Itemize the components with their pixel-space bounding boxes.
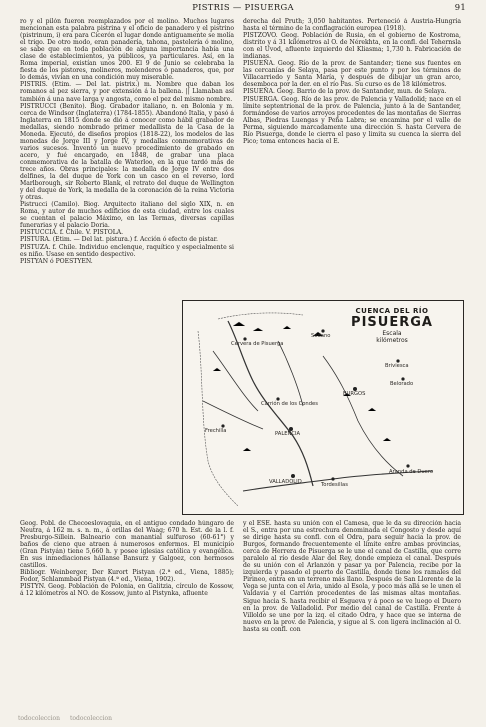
map-title-block xyxy=(337,307,447,344)
entry-paragraph: PISUEÑA. Geog. Barrio de la prov. de Santander, mun. de Selaya. xyxy=(243,88,447,96)
right-column-bottom xyxy=(243,520,461,670)
map-label: Cervera de Pisuerga xyxy=(231,341,284,347)
entry-paragraph: derecha del Pruth; 3,050 habitantes. Perteneció á Austria-Hungría hasta el término de la conflagración europea (1918). xyxy=(243,18,461,33)
map-label: Briviesca xyxy=(385,363,409,369)
entry-paragraph: PISTUZA. f. Chile. Individuo enclenque, raquítico y especialmente si es niño. Usase en sentido despectivo. xyxy=(20,243,234,258)
page-number: 91 xyxy=(454,2,466,12)
entry-paragraph: PISTUCCIA. f. Chile. V. PISTOLA. xyxy=(20,229,124,237)
entry-paragraph: PISTYN. Geog. Población de Polonia, en Galitzia, círculo de Kossow, á 12 kilómetros al NO. de Kossow, junto al Pistynka, afluente xyxy=(20,583,234,598)
entry-paragraph: PISUEÑA. Geog. Río de la prov. de Santander; tiene sus fuentes en las cercanías de Selaya, pasa por este punto y por los términos de Villacarriedo y Santa María, y después de dibujar un gran arco, desemboca por la der. en el río Pas. Su curso es de 18 kilómetros. xyxy=(243,60,461,89)
entry-paragraph: PISTRIS. (Etim. — Del lat. pistrix.) m. Nombre que daban los romanos al pez sierra, y por extensión á la ballena. || Llamaban así también á una nave larga y angosta, como el pez del mismo nombre. xyxy=(20,81,234,103)
map-title-big: PISUERGA xyxy=(351,315,433,330)
entry-paragraph: PISUERGA. Geog. Río de las prov. de Palencia y Valladolid; nace en el límite septentrional de la prov. de Palencia, junto á la de Santander, formándose de varios arroyos procedentes de las montañas de Sierras Albas, Piedras Luengas y Peña Labra; se encamina por el valle de Perma, siguiendo marcadamente una dirección S. hasta Cervera de Río Pisuerga, donde le cierra el paso y limita su cuenca la sierra del Pico; toma entonces hacia el E. xyxy=(243,95,461,145)
running-title: PISTRIS — PISUERGA xyxy=(192,2,294,12)
entry-paragraph: PISTZOVO. Geog. Población de Rusia, en el gobierno de Kostroma, distrito y á 31 kilómetros al O. de Nérekhta, en la confl. del Tehernsla con el Uvod, afluente izquierdo del Kliasma; 1,730 h. Fabricación de indianas. xyxy=(243,32,461,61)
left-column-bottom xyxy=(20,520,234,670)
entry-paragraph: Bibliogr. Weinberger, Der Kurort Pistyan (2.ª ed., Viena, 1885); Fodor, Schlammbad Pistyan (4.ª ed., Viena, 1902). xyxy=(20,569,234,584)
entry-paragraph: PISTRUCCI (Benito). Biog. Grabador italiano, n. en Bolonia y m. cerca de Windsor (Inglaterra) (1784-1855). Abandonó Italia, y pasó á Inglaterra en 1815 donde se dió á conocer como hábil grabador de medallas, siendo nombrado primer medallista de la Casa de la Moneda. Ejecutó, de diseños propios (1818-22), los modelos de las monedas de Jorge III y Jorge IV, y medallas conmemorativas de varios sucesos. Inventó un nuevo procedimiento de grabado en acero, y fué encargado, en 1848, de grabar una placa conmemorativa de la batalla de Waterloo, en la que tardó más de trece años. Obras principales: la medalla de Jorge IV entre dos delfines, la del duque de York con un casco en el reverso, lord Marlborough, sir Roberto Blank, el retrato del duque de Wellington y del duque de York, la medalla de la coronación de la reina Victoria y otras. xyxy=(20,102,234,202)
map-scale-units: kilómetros xyxy=(376,337,408,344)
entry-paragraph: PISTURA. (Etim. — Del lat. pistura.) f. Acción ó efecto de pistar. xyxy=(20,236,218,244)
map-label: Tordesillas xyxy=(321,482,348,488)
map-label: Sedano xyxy=(311,333,331,339)
watermark xyxy=(18,715,120,722)
map-label: Carrión de los Condes xyxy=(261,401,318,407)
pisuerga-basin-map xyxy=(182,300,464,515)
entry-paragraph: y el ESE. hasta su unión con el Camesa, que le da su dirección hacia el S., entra por una estrechura denominada el Congosto y desde aquí se dirige hasta su confl. con el Odra, para seguir hacia la prov. de Burgos, formando frecuentemente el límite entre ambas provincias, cerca de Herrera de Pisuerga se le une el canal de Castilla, que corre paralelo al río desde Alar del Rey, donde empieza el canal. Después de su unión con el Arlanzón y pasar ya por Palencia, recibe por la izquierda y pasado el puerto de Castilla, donde tiene los ramales del Pirineo, entra en un terreno más llano. Después de San Llorente de la Vega se junta con el Avia, unido al Esola, y poco más allá se le unen el Valdavia y el Carrión procedentes de las mismas altas montañas. Sigue hacia S. hasta recibir el Esgueva y á poco se ve luego el Duero en la prov. de Valladolid. Por medio del canal de Castilla. Frente á Villoldo se une por la izq. el citado Odra, y hace que se interna de nuevo en la prov. de Palencia, y sigue al S. con ligera inclinación al O. hasta su confl. con xyxy=(243,520,461,633)
watermark-text: todocoleccion xyxy=(69,715,113,722)
map-label: Belorado xyxy=(390,381,414,387)
map-scale-label: Escala xyxy=(382,330,402,337)
map-title-small: CUENCA DEL RÍO xyxy=(355,307,429,315)
map-label: Aranda de Duero xyxy=(389,469,434,475)
map-label: VALLADOLID xyxy=(269,479,302,485)
entry-paragraph: Pistrucci (Camilo). Biog. Arquitecto italiano del siglo XIX, n. en Roma, y autor de muchos edificios de esta ciudad, entre los cuales se cuentan el palacio Máximo, en las Termas, diversas capillas funerarias y el palacio Doria. xyxy=(20,201,234,230)
right-column-top xyxy=(243,18,461,298)
map-label: Frechilla xyxy=(205,428,227,434)
entry-paragraph: ro y el pilón fueron reemplazados por el molino. Muchos lugares mencionan esta palabra pistrina y el oficio de panadero y el pistrino (pistrinum, i) era para Cicerón el lugar donde antiguamente se molía el trigo. De otro modo, eran panadería, tahona, pastelería ó molino, se sabe que en toda población de alguna importancia había una clase de establecimientos, ya públicos, ya particulares. Así, en la Roma imperial, existían unos 200. El 9 de Junio se celebraba la fiesta de los pistores, molineros, molenderos ó panaderos, que, por lo demás, vivían en una condición muy miserable. xyxy=(20,18,234,82)
watermark-text: todocoleccion xyxy=(18,715,61,722)
entry-paragraph: Geog. Pobl. de Checoeslovaquia, en el antiguo condado húngaro de Neutra, á 162 m. s. n. m., á orillas del Waag; 670 h. Est. de la l. f. Presburgo-Sillein. Balneario con manantial sulfuroso (60-61°) y baños de cieno que atraen á numerosos enfermos. El municipio (Gran Pistyán) tiene 5,660 h. y posee iglesias católica y evangélica. En sus inmediaciones hállanse Bansurz y Galgoez, con hermosos castillos. xyxy=(20,520,234,570)
entry-paragraph: PISTYAN ó POESTYEN. xyxy=(20,257,93,265)
map-label: BURGOS xyxy=(343,391,366,397)
running-header xyxy=(20,2,466,16)
map-label: PALENCIA xyxy=(275,431,301,437)
